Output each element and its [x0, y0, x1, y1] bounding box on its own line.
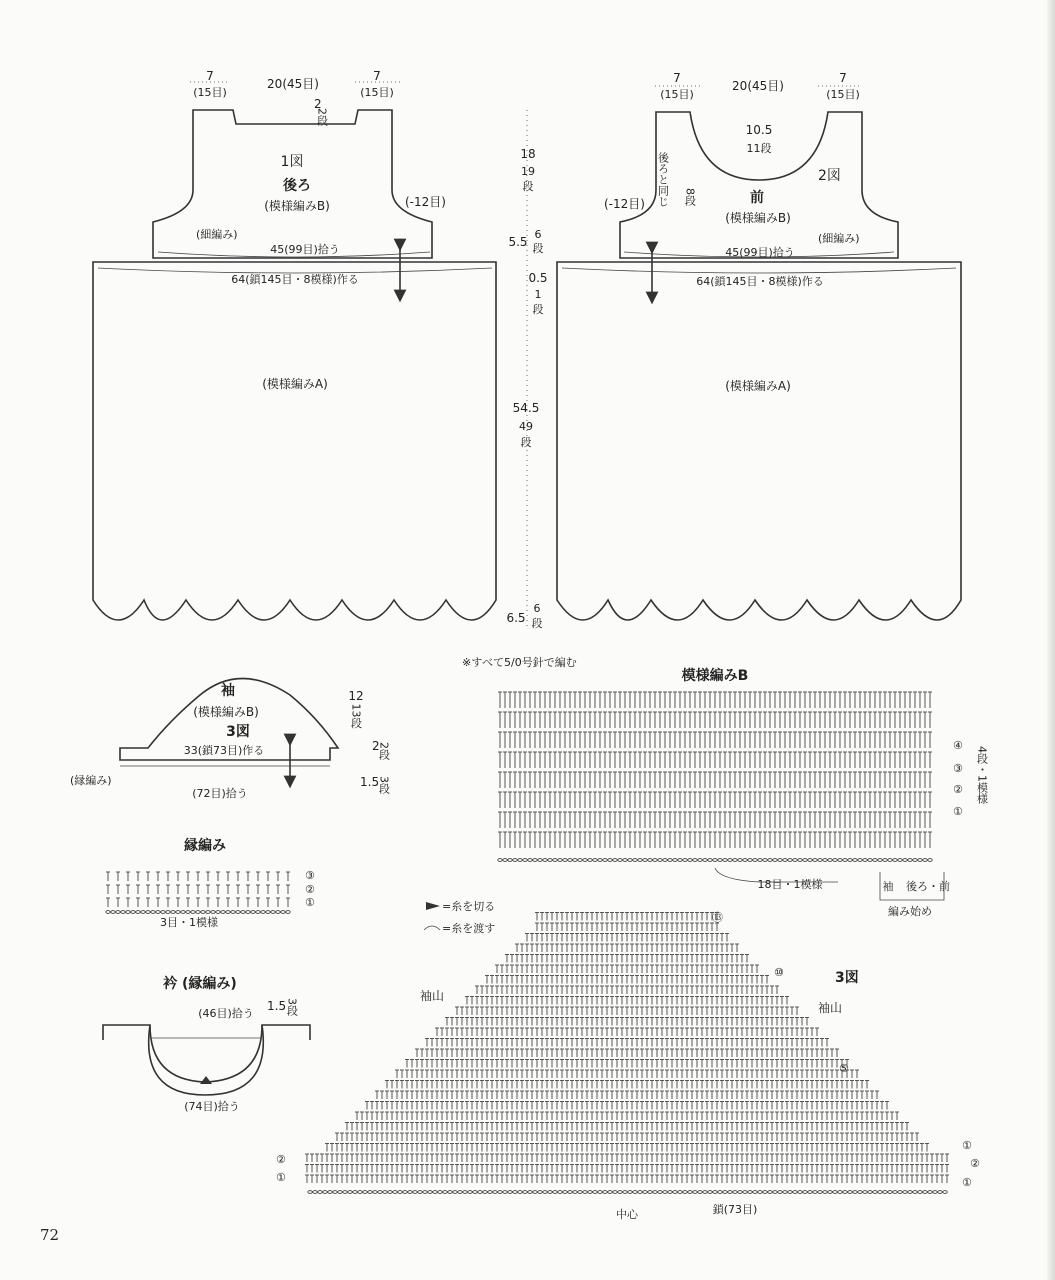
edging-row-3: ③ [305, 869, 315, 882]
front-figure-number: 2図 [818, 168, 841, 184]
pass-yarn-icon [424, 926, 440, 930]
pattern-b-row-4: ④ [953, 739, 963, 752]
back-neck-rows: 2 [314, 97, 322, 111]
cap-row-13: ⑬ [712, 911, 723, 924]
collar-piece [103, 975, 310, 1113]
front-neck-width: 20(45目) [732, 79, 784, 93]
sleeve-edging-label: (縁編み) [70, 774, 112, 787]
pattern-b-start-body: 後ろ・前 [906, 880, 950, 893]
back-skirt-outline [93, 262, 496, 620]
back-shoulder-left-sts: (15目) [193, 86, 227, 99]
collar-title: 衿 (縁編み) [163, 976, 237, 992]
edging-row-1: ① [305, 896, 315, 909]
back-skirt-pattern: (模様編みA) [262, 377, 328, 391]
scale-unit-1: 段 [522, 180, 534, 193]
collar-bottom-pickup: (74目)拾う [184, 1100, 240, 1113]
back-shoulder-right-sts: (15目) [360, 86, 394, 99]
legend-cut: =糸を切る [442, 900, 496, 913]
back-figure-number: 1図 [280, 154, 304, 170]
scale-bodice-cm: 18 [520, 147, 536, 161]
pattern-b-start: 編み始め [888, 905, 932, 918]
sleeve-chain: 33(鎖73目)作る [183, 744, 265, 757]
scale-bodice-rows: 19 [521, 165, 535, 178]
back-chain-cast-on: 64(鎖145目・8模様)作る [231, 273, 359, 286]
scale-armhole-cm: 5.5 [508, 235, 528, 249]
back-shoulder-right-cm: 7 [373, 69, 381, 83]
page-number: 72 [40, 1226, 60, 1244]
scale-unit-5: 段 [531, 617, 543, 630]
front-piece [557, 71, 961, 620]
front-shoulder-left-sts: (15目) [660, 88, 694, 101]
pattern-b-row-2: ② [953, 783, 963, 796]
back-neck-rows-unit: 2段 [315, 108, 329, 126]
front-pickup: 45(99目)拾う [725, 246, 795, 259]
vertical-scale [506, 110, 547, 630]
pattern-b-chart [498, 667, 989, 918]
collar-top-pickup: (46目)拾う [198, 1007, 254, 1020]
cap-chain: 鎖(73目) [712, 1203, 758, 1216]
cap-row-2-left: ② [276, 1153, 286, 1166]
needle-note: ※すべて5/0号針で編む [462, 656, 577, 669]
back-shoulder-left-cm: 7 [206, 69, 214, 83]
front-side-rows: 8段 [683, 188, 697, 206]
sleeve-piece [70, 679, 391, 801]
cap-row-5: ⑤ [839, 1062, 849, 1075]
sleeve-cap-cm: 12 [348, 689, 364, 703]
sleeve-cuff-rows: 3段 [377, 776, 391, 794]
scale-unit-2: 段 [532, 242, 544, 255]
front-skirt-pattern: (模様編みA) [725, 379, 791, 393]
front-same-as-back: 後ろと同じ [656, 152, 670, 207]
scale-skirt-rows: 49 [519, 420, 533, 433]
cap-row-1-right: ① [962, 1176, 972, 1189]
front-piece-name: 前 [750, 190, 764, 206]
scale-join-cm: 0.5 [528, 271, 548, 285]
edging-title: 縁編み [184, 838, 226, 854]
back-neck-width: 20(45目) [267, 77, 319, 91]
front-shoulder-left-cm: 7 [673, 71, 681, 85]
sleeve-figure-number: 3図 [226, 724, 250, 740]
front-shoulder-right-sts: (15目) [826, 88, 860, 101]
front-shoulder-right-cm: 7 [839, 71, 847, 85]
pattern-b-row-3: ③ [953, 762, 963, 775]
scale-unit-3: 段 [532, 303, 544, 316]
front-decrease: (-12目) [604, 197, 645, 211]
legend-pass: =糸を渡す [442, 922, 496, 935]
pattern-b-row-repeat: 4段・1模様 [975, 746, 989, 804]
sleeve-name: 袖 [221, 683, 235, 699]
pattern-b-start-sleeve: 袖 [882, 880, 894, 893]
sleeve-pickup: (72目)拾う [192, 787, 248, 800]
front-bodice-pattern: (模様編みB) [725, 211, 791, 225]
cap-row-2-right: ② [970, 1157, 980, 1170]
pattern-b-row-1: ① [953, 805, 963, 818]
edging-repeat: 3目・1模様 [160, 916, 218, 929]
scale-join-rows: 1 [534, 288, 542, 301]
cap-row-10: ⑩ [774, 966, 784, 979]
front-neck-depth-rows: 11段 [746, 142, 772, 155]
back-top-dimensions [190, 69, 400, 99]
sleeve-cap-left-label: 袖山 [420, 989, 445, 1003]
sleeve-edge-cm: 2 [372, 739, 380, 753]
back-piece-name: 後ろ [283, 178, 311, 194]
sleeve-edge-rows: 2段 [377, 742, 391, 760]
scale-hem-cm: 6.5 [506, 611, 526, 625]
back-decrease: (-12目) [405, 195, 446, 209]
sleeve-cap-chart [276, 911, 980, 1221]
front-chain-cast-on: 64(鎖145目・8模様)作る [696, 275, 824, 288]
back-edging-label: (細編み) [196, 228, 238, 241]
collar-height-cm: 1.5 [267, 999, 287, 1013]
collar-height-rows: 3段 [285, 998, 299, 1016]
scale-armhole-rows: 6 [534, 228, 542, 241]
cap-row-1-right-top: ① [962, 1139, 972, 1152]
legend [424, 899, 495, 935]
back-pickup: 45(99目)拾う [270, 243, 340, 256]
edging-stitch-grid [106, 872, 290, 913]
scale-unit-4: 段 [520, 436, 532, 449]
cap-row-1-left: ① [276, 1171, 286, 1184]
scale-skirt-cm: 54.5 [512, 401, 540, 415]
scale-hem-rows: 6 [533, 602, 541, 615]
back-piece [93, 69, 496, 620]
sleeve-cap-stitch-grid [305, 913, 949, 1194]
collar-outline [103, 1025, 310, 1082]
pattern-b-title: 模様編みB [681, 668, 749, 684]
sleeve-cuff-cm: 1.5 [360, 775, 380, 789]
sleeve-pattern: (模様編みB) [193, 705, 259, 719]
sleeve-cap-figure: 3図 [835, 970, 859, 986]
cap-center: 中心 [616, 1208, 638, 1221]
pattern-b-stitch-repeat: 18目・1模様 [757, 878, 823, 891]
sleeve-cap-right-label: 袖山 [818, 1001, 843, 1015]
pattern-b-stitch-grid [498, 692, 932, 861]
front-skirt-outline [557, 262, 961, 620]
sleeve-cap-rows: 13段 [349, 703, 363, 729]
front-neck-depth-cm: 10.5 [745, 123, 773, 137]
edging-row-2: ② [305, 883, 315, 896]
edging-chart [106, 837, 315, 929]
front-edging-label: (細編み) [818, 232, 860, 245]
back-bodice-pattern: (模様編みB) [264, 199, 330, 213]
